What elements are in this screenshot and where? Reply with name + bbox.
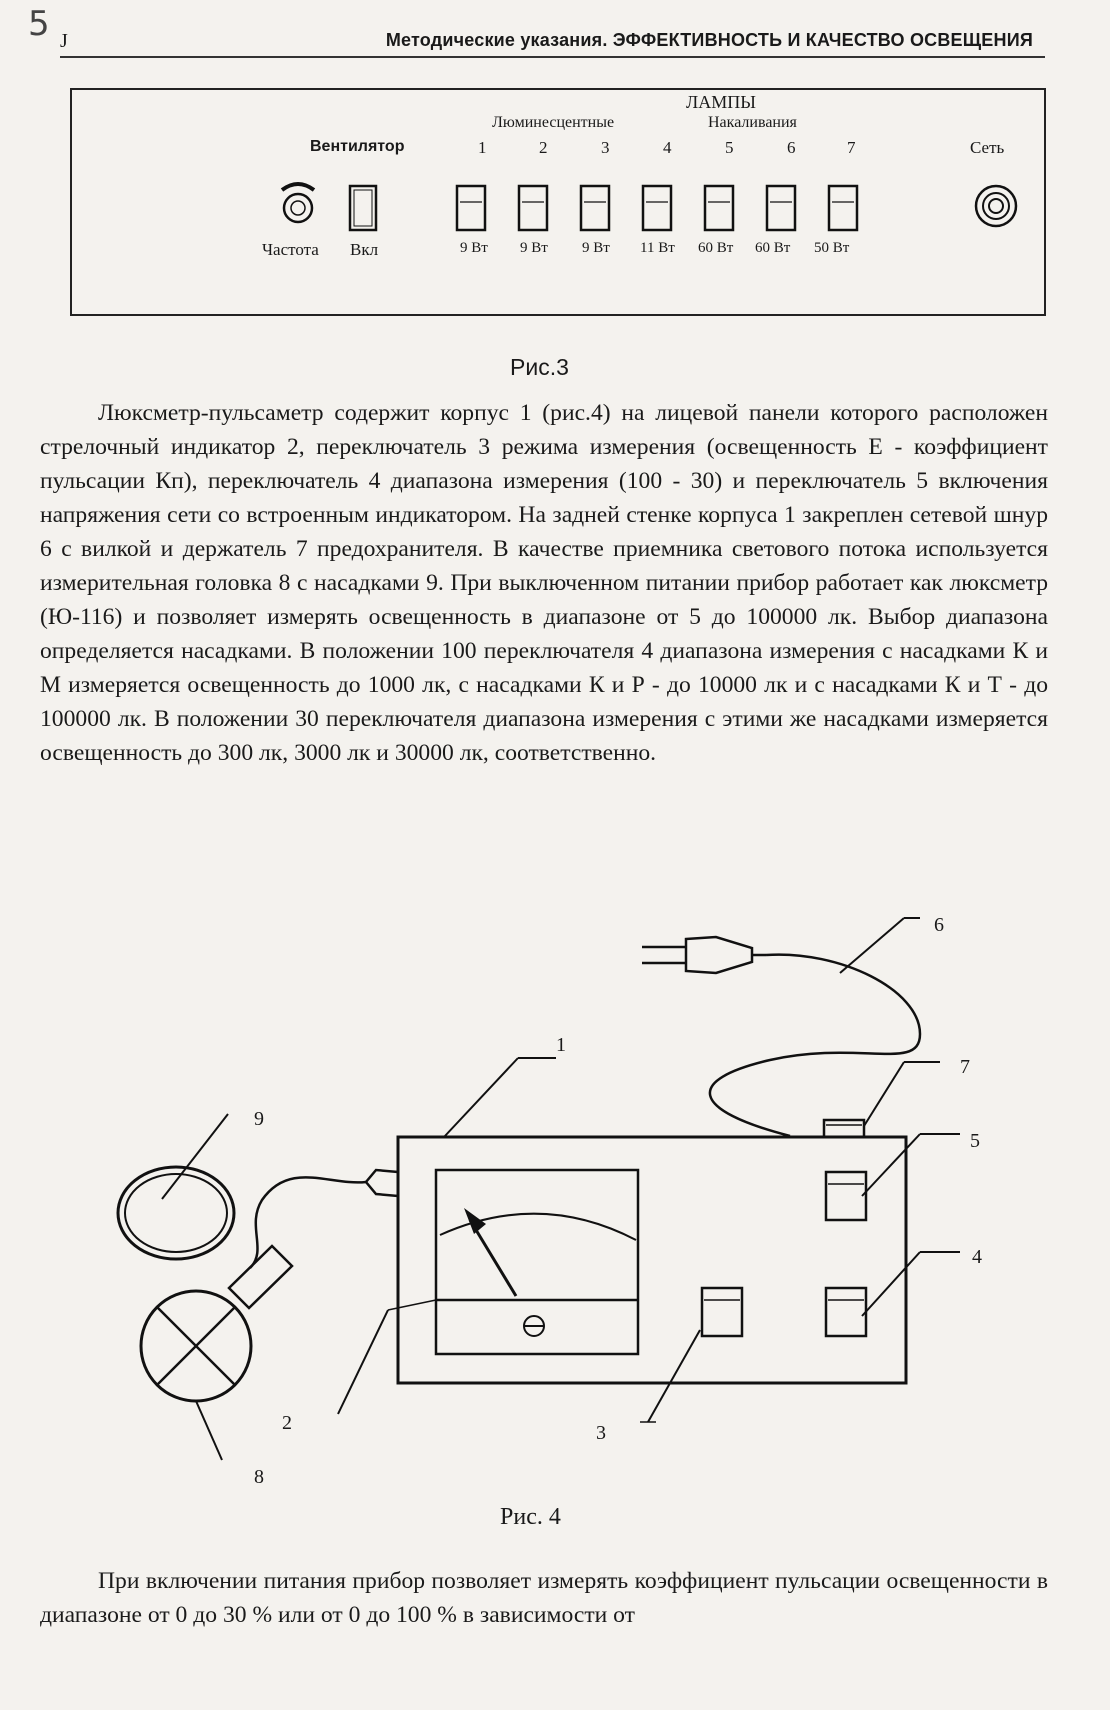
panel-controls-drawing — [72, 90, 1044, 314]
fan-switch-icon — [350, 186, 376, 230]
fig4-label-1: 1 — [556, 1034, 566, 1056]
fig4-label-5: 5 — [970, 1130, 980, 1152]
figure3-caption: Рис.3 — [510, 354, 569, 380]
head-connector-icon — [366, 1170, 398, 1196]
fig4-label-2: 2 — [282, 1412, 292, 1434]
fluorescent-group-label: Люминесцентные — [492, 114, 615, 131]
lamp-number-7: 7 — [847, 138, 856, 157]
incandescent-group-label: Накаливания — [708, 114, 797, 131]
lamp-switch-icon-2 — [519, 186, 547, 230]
lamp-number-6: 6 — [787, 138, 796, 157]
switch-3-icon — [702, 1288, 742, 1336]
lamp-power-5: 60 Вт — [698, 240, 734, 256]
lamp-switch-icon-6 — [767, 186, 795, 230]
power-plug-icon — [642, 937, 766, 973]
network-indicator-icon — [976, 186, 1016, 226]
figure4-caption: Рис. 4 — [500, 1504, 561, 1530]
lamp-power-1: 9 Вт — [460, 240, 488, 256]
dial-indicator-icon — [436, 1170, 638, 1354]
lamp-switch-icon-5 — [705, 186, 733, 230]
lamp-switch-icon-1 — [457, 186, 485, 230]
lamp-number-4: 4 — [663, 138, 672, 157]
lamp-power-7: 50 Вт — [814, 240, 850, 256]
measuring-head-icon — [141, 1246, 292, 1401]
fig4-label-4: 4 — [972, 1246, 982, 1268]
fan-label: Вентилятор — [310, 138, 405, 155]
lamp-number-1: 1 — [478, 138, 487, 157]
lamp-number-2: 2 — [539, 138, 548, 157]
lamp-number-3: 3 — [601, 138, 610, 157]
on-label: Вкл — [350, 240, 379, 259]
lamp-switch-icon-4 — [643, 186, 671, 230]
header-title: Методические указания. ЭФФЕКТИВНОСТЬ И КАЧЕСТВО ОСВЕЩЕНИЯ — [385, 30, 1033, 50]
power-cord — [710, 955, 920, 1136]
fuse-holder-icon — [824, 1120, 864, 1137]
running-header — [60, 26, 1045, 58]
control-panel-figure — [70, 88, 1046, 316]
page-corner-mark: 5 — [28, 4, 50, 44]
paragraph-2: При включении питания прибор позволяет измерять коэффициент пульсации освещенности в диапазоне от 0 до 30 % или от 0 до 100 % в зависимости от — [40, 1568, 1048, 1628]
switch-5-icon — [826, 1172, 866, 1220]
fig4-label-9: 9 — [254, 1108, 264, 1130]
head-cable — [250, 1177, 366, 1268]
device-body — [398, 1137, 906, 1383]
fig4-label-8: 8 — [254, 1466, 264, 1488]
lamp-power-2: 9 Вт — [520, 240, 548, 256]
paragraph-1: Люксметр-пульсаметр содержит корпус 1 (рис.4) на лицевой панели которого расположен стрелочный индикатор 2, переключатель 3 режима измерения (освещенность Е - коэффициент пульсации Кп), переключатель 4 диапазона измерения (100 - 30) и переключатель 5 включения напряжения сети со встроенным индикатором. На задней стенке корпуса 1 закреплен сетевой шнур 6 с вилкой и держатель 7 предохранителя. В качестве приемника светового потока используется измерительная головка 8 с насадками 9. При выключенном питании прибор работает как люксметр (Ю-116) и позволяет измерять освещенность в диапазоне от 5 до 100000 лк. Выбор диапазона определяется насадками. В положении 100 переключателя 4 диапазона измерения с насадками К и М измеряется освещенность до 1000 лк, с насадками К и Р - до 10000 лк и с насадками К и Т - до 100000 лк. В положении 30 переключателя диапазона измерения с этими же насадками измеряется освещенность до 300 лк, 3000 лк и 30000 лк, соответственно. — [40, 400, 1048, 766]
lamp-power-4: 11 Вт — [640, 240, 675, 256]
frequency-knob-icon — [282, 184, 314, 222]
luxmeter-diagram — [0, 890, 1110, 1530]
fig4-label-6: 6 — [934, 914, 944, 936]
frequency-label: Частота — [262, 240, 319, 259]
fig4-label-7: 7 — [960, 1056, 970, 1078]
lamp-switch-icon-3 — [581, 186, 609, 230]
lamp-number-5: 5 — [725, 138, 734, 157]
switch-4-icon — [826, 1288, 866, 1336]
lamp-power-3: 9 Вт — [582, 240, 610, 256]
lamp-switch-icon-7 — [829, 186, 857, 230]
body-text-continued — [40, 1564, 1048, 1632]
lamps-heading: ЛАМПЫ — [686, 92, 756, 112]
body-text-main — [40, 396, 1048, 770]
network-label: Сеть — [970, 138, 1005, 157]
header-page-number: J — [60, 30, 68, 52]
lamp-power-6: 60 Вт — [755, 240, 791, 256]
fig4-label-3: 3 — [596, 1422, 606, 1444]
